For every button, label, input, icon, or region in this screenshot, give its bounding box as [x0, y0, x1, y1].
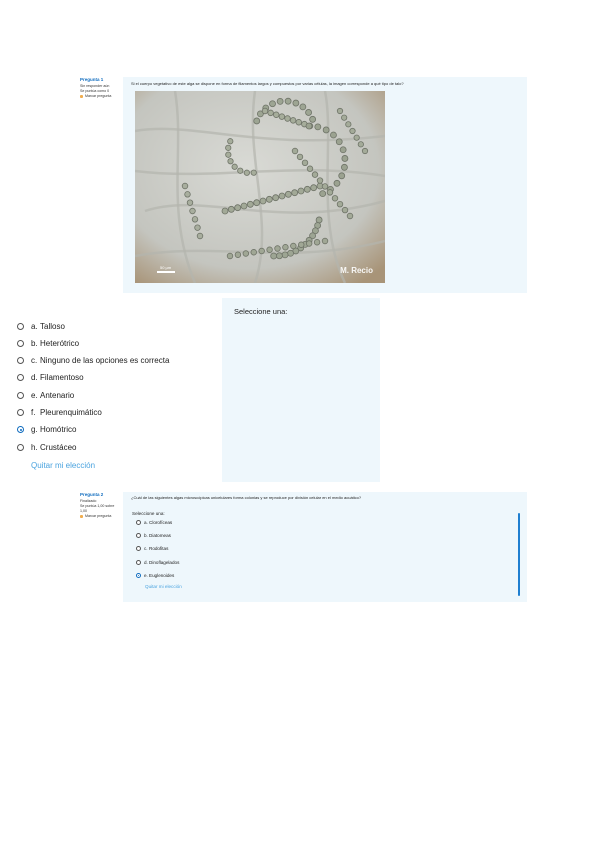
option-letter: g. [31, 425, 38, 435]
radio-button[interactable] [136, 560, 141, 565]
question1-option[interactable] [17, 356, 169, 366]
radio-button[interactable] [136, 546, 141, 551]
option-letter: c. [144, 546, 148, 552]
scale-bar [157, 271, 175, 273]
question1-status: Sin responder aún [80, 84, 110, 88]
option-letter: b. [144, 533, 148, 539]
question2-info [80, 492, 116, 519]
question2-select-prompt: Seleccione una: [132, 511, 165, 516]
question2-option[interactable] [136, 532, 171, 539]
option-label: Homótrico [40, 425, 77, 435]
question2-option[interactable] [136, 559, 179, 566]
question1-option[interactable] [17, 321, 65, 331]
radio-button[interactable] [17, 444, 24, 451]
question2-flag[interactable] [80, 514, 116, 519]
option-letter: a. [144, 520, 148, 525]
flag-icon [80, 95, 83, 98]
radio-button[interactable] [17, 357, 24, 364]
question1-option[interactable] [17, 408, 102, 418]
option-label: Filamentoso [40, 373, 84, 383]
option-letter: h. [31, 442, 38, 452]
question1-number: Pregunta 1 [80, 77, 104, 82]
question1-option[interactable] [17, 373, 84, 383]
radio-button[interactable] [17, 340, 24, 347]
option-label: Talloso [40, 321, 65, 331]
radio-button[interactable] [136, 573, 141, 578]
question2-box [123, 492, 527, 602]
option-letter: f. [31, 408, 36, 417]
scale-label: 50 µm [160, 265, 172, 270]
question1-select-prompt: Seleccione una: [234, 307, 288, 316]
option-label: Antenario [40, 390, 75, 400]
question1-option[interactable] [17, 338, 79, 348]
scrollbar[interactable] [518, 513, 520, 596]
question1-option[interactable] [17, 390, 74, 400]
question1-micrograph [135, 91, 385, 283]
question1-option[interactable] [17, 442, 76, 452]
radio-button[interactable] [17, 426, 24, 433]
option-label: Diatomeas [149, 533, 171, 539]
question1-info [80, 77, 116, 99]
question2-status: Finalizado [80, 499, 97, 503]
question1-answer-box [222, 298, 380, 482]
question2-number: Pregunta 2 [80, 492, 104, 497]
option-label: Crustáceo [40, 442, 77, 452]
option-letter: e. [144, 572, 148, 578]
question2-score: Se puntúa 1,00 sobre 1,00 [80, 504, 115, 513]
option-letter: e. [31, 390, 38, 400]
image-watermark: M. Recio [340, 266, 373, 275]
option-letter: a. [31, 321, 38, 331]
question2-option[interactable] [136, 519, 172, 526]
question1-clear-choice-link[interactable]: Quitar mi elección [31, 461, 96, 470]
question1-option[interactable] [17, 425, 76, 435]
radio-button[interactable] [17, 323, 24, 330]
option-letter: c. [31, 356, 38, 366]
flag-icon [80, 515, 83, 518]
option-label: Dinoflagelados [149, 559, 180, 565]
option-label: Clorofíceas [149, 520, 173, 525]
option-letter: d. [31, 373, 38, 383]
option-letter: d. [144, 559, 148, 565]
question1-flag-label: Marcar pregunta [85, 94, 112, 98]
option-label: Pleurenquimático [40, 408, 102, 417]
question2-option[interactable] [136, 572, 174, 579]
question2-clear-choice-link[interactable]: Quitar mi elección [145, 584, 182, 589]
option-label: Ninguno de las opciones es correcta [40, 356, 170, 366]
radio-button[interactable] [17, 392, 24, 399]
option-label: Heterótrico [40, 338, 80, 348]
option-label: Euglenoides [149, 572, 175, 578]
radio-button[interactable] [17, 374, 24, 381]
micrograph-image [135, 91, 385, 283]
question2-option[interactable] [136, 545, 168, 552]
radio-button[interactable] [136, 533, 141, 538]
radio-button[interactable] [136, 520, 141, 525]
radio-button[interactable] [17, 409, 24, 416]
question2-flag-label: Marcar pregunta [85, 514, 112, 518]
option-letter: b. [31, 338, 38, 348]
question2-text: ¿Cuál de las siguientes algas microscópicas unicelulares forma colonias y se reproduce por división celular en el medio acuático? [131, 495, 362, 500]
question1-score: Se puntúa como 0 [80, 89, 110, 93]
option-label: Rodofitas [149, 546, 169, 552]
question1-text: Si el cuerpo vegetativo de este alga se dispone en forma de filamentos largos y compuestos por varias células, la imagen corresponde a qué tipo de talo? [131, 81, 404, 86]
question1-flag[interactable] [80, 94, 116, 99]
